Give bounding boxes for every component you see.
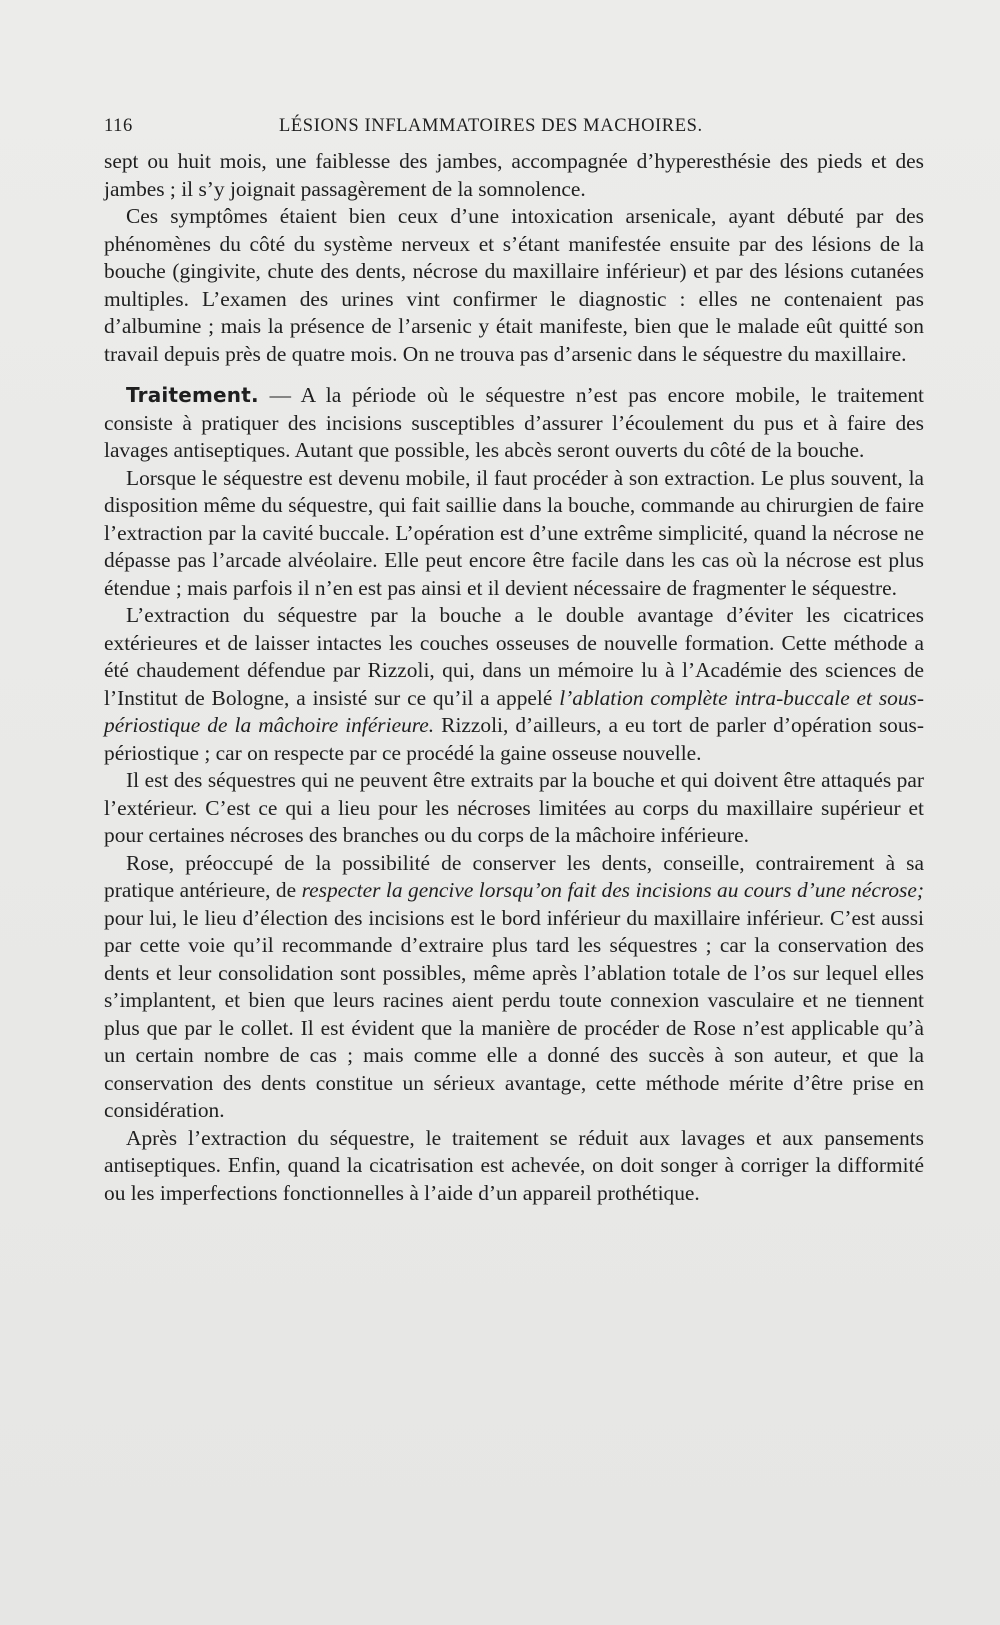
rizzoli-text-b: Rizzoli, d’ailleurs, a eu tort de parler d’opération sous-périostique ; car on respecte par ce procédé la gaine osseuse nouvelle. [104,713,924,765]
rizzoli-italic: l’ablation complète intra-buccale et sous-périostique de la mâchoire inférieure. [104,685,924,737]
treatment-text: — A la période où le séquestre n’est pas encore mobile, le traitement consiste à pratiquer des incisions susceptibles d’assurer l’écoulement du pus et à faire des lavages antiseptiques. Autant que possible, les abcès seront ouverts du côté de la bouche. [104,383,924,462]
rizzoli-text-a: L’extraction du séquestre par la bouche a le double avantage d’éviter les cicatrices extérieures et de laisser intactes les couches osseuses de nouvelle formation. Cette méthode a été chaudement défendue par Rizzoli, qui, dans un mémoire lu à l’Académie des sciences de l’Institut de Bologne, a insisté sur ce qu’il a appelé [104,603,924,710]
paragraph-rose [104,850,924,1125]
page-body [104,148,924,1207]
paragraph-rizzoli [104,602,924,767]
page-number: 116 [104,116,133,136]
rose-text-b: pour lui, le lieu d’élection des incisions est le bord inférieur du maxillaire inférieur. C’est aussi par cette voie qu’il recommande d’extraire plus tard les séquestres ; car la conservation des dents et leur consolidation sont possibles, même après l’ablation totale de l’os sur lequel elles s’implantent, et bien que leurs racines aient perdu toute connexion vasculaire et ne tiennent plus que par le collet. Il est évident que la manière de procéder de Rose n’est applicable qu’à un certain nombre de cas ; mais comme elle a donné des succès à son auteur, et que la conservation des dents constitue un sérieux avantage, cette méthode mérite d’être prise en considération. [104,905,924,1122]
paragraph-treatment [104,382,924,465]
paragraph-symptoms: Ces symptômes étaient bien ceux d’une intoxication arsenicale, ayant débuté par des phénomènes du côté du système nerveux et s’étant manifestée ensuite par des lésions de la bouche (gingivite, chute des dents, nécrose du maxillaire inférieur) et par des lésions cutanées multiples. L’examen des urines vint confirmer le diagnostic : elles ne contenaient pas d’albumine ; mais la présence de l’arsenic y était manifeste, bien que le malade eût quitté son travail depuis près de quatre mois. On ne trouva pas d’arsenic dans le séquestre du maxillaire. [104,204,924,366]
page-header [104,116,924,146]
section-spacer [104,368,924,382]
paragraph-aftercare: Après l’extraction du séquestre, le traitement se réduit aux lavages et aux pansements antiseptiques. Enfin, quand la cicatrisation est achevée, on doit songer à corriger la difformité ou les imperfections fonctionnelles à l’aide d’un appareil prothétique. [104,1125,924,1205]
rose-italic: respecter la gencive lorsqu’on fait des incisions au cours d’une nécrose; [301,878,924,902]
paragraph-external: Il est des séquestres qui ne peuvent être extraits par la bouche et qui doivent être attaqués par l’extérieur. C’est ce qui a lieu pour les nécroses limitées au corps du maxillaire supérieur et pour certaines nécroses des branches ou du corps de la mâchoire inférieure. [104,768,924,847]
running-title: LÉSIONS INFLAMMATOIRES DES MACHOIRES. [279,116,703,136]
paragraph-extraction: Lorsque le séquestre est devenu mobile, il faut procéder à son extraction. Le plus souvent, la disposition même du séquestre, qui fait saillie dans la bouche, commande au chirurgien de faire l’extraction par la cavité buccale. L’opération est d’une extrême simplicité, quand la nécrose ne dépasse pas l’arcade alvéolaire. Elle peut encore être facile dans les cas où la nécrose est plus étendue ; mais parfois il n’en est pas ainsi et il devient nécessaire de fragmenter le séquestre. [104,465,924,600]
rose-text-a: Rose, préoccupé de la possibilité de conserver les dents, conseille, contrairement à sa pratique antérieure, de [104,850,924,902]
section-heading: Traitement. [126,383,259,407]
paragraph-continued: sept ou huit mois, une faiblesse des jambes, accompagnée d’hyperesthésie des pieds et des jambes ; il s’y joignait passagèrement de la somnolence. [104,149,924,201]
